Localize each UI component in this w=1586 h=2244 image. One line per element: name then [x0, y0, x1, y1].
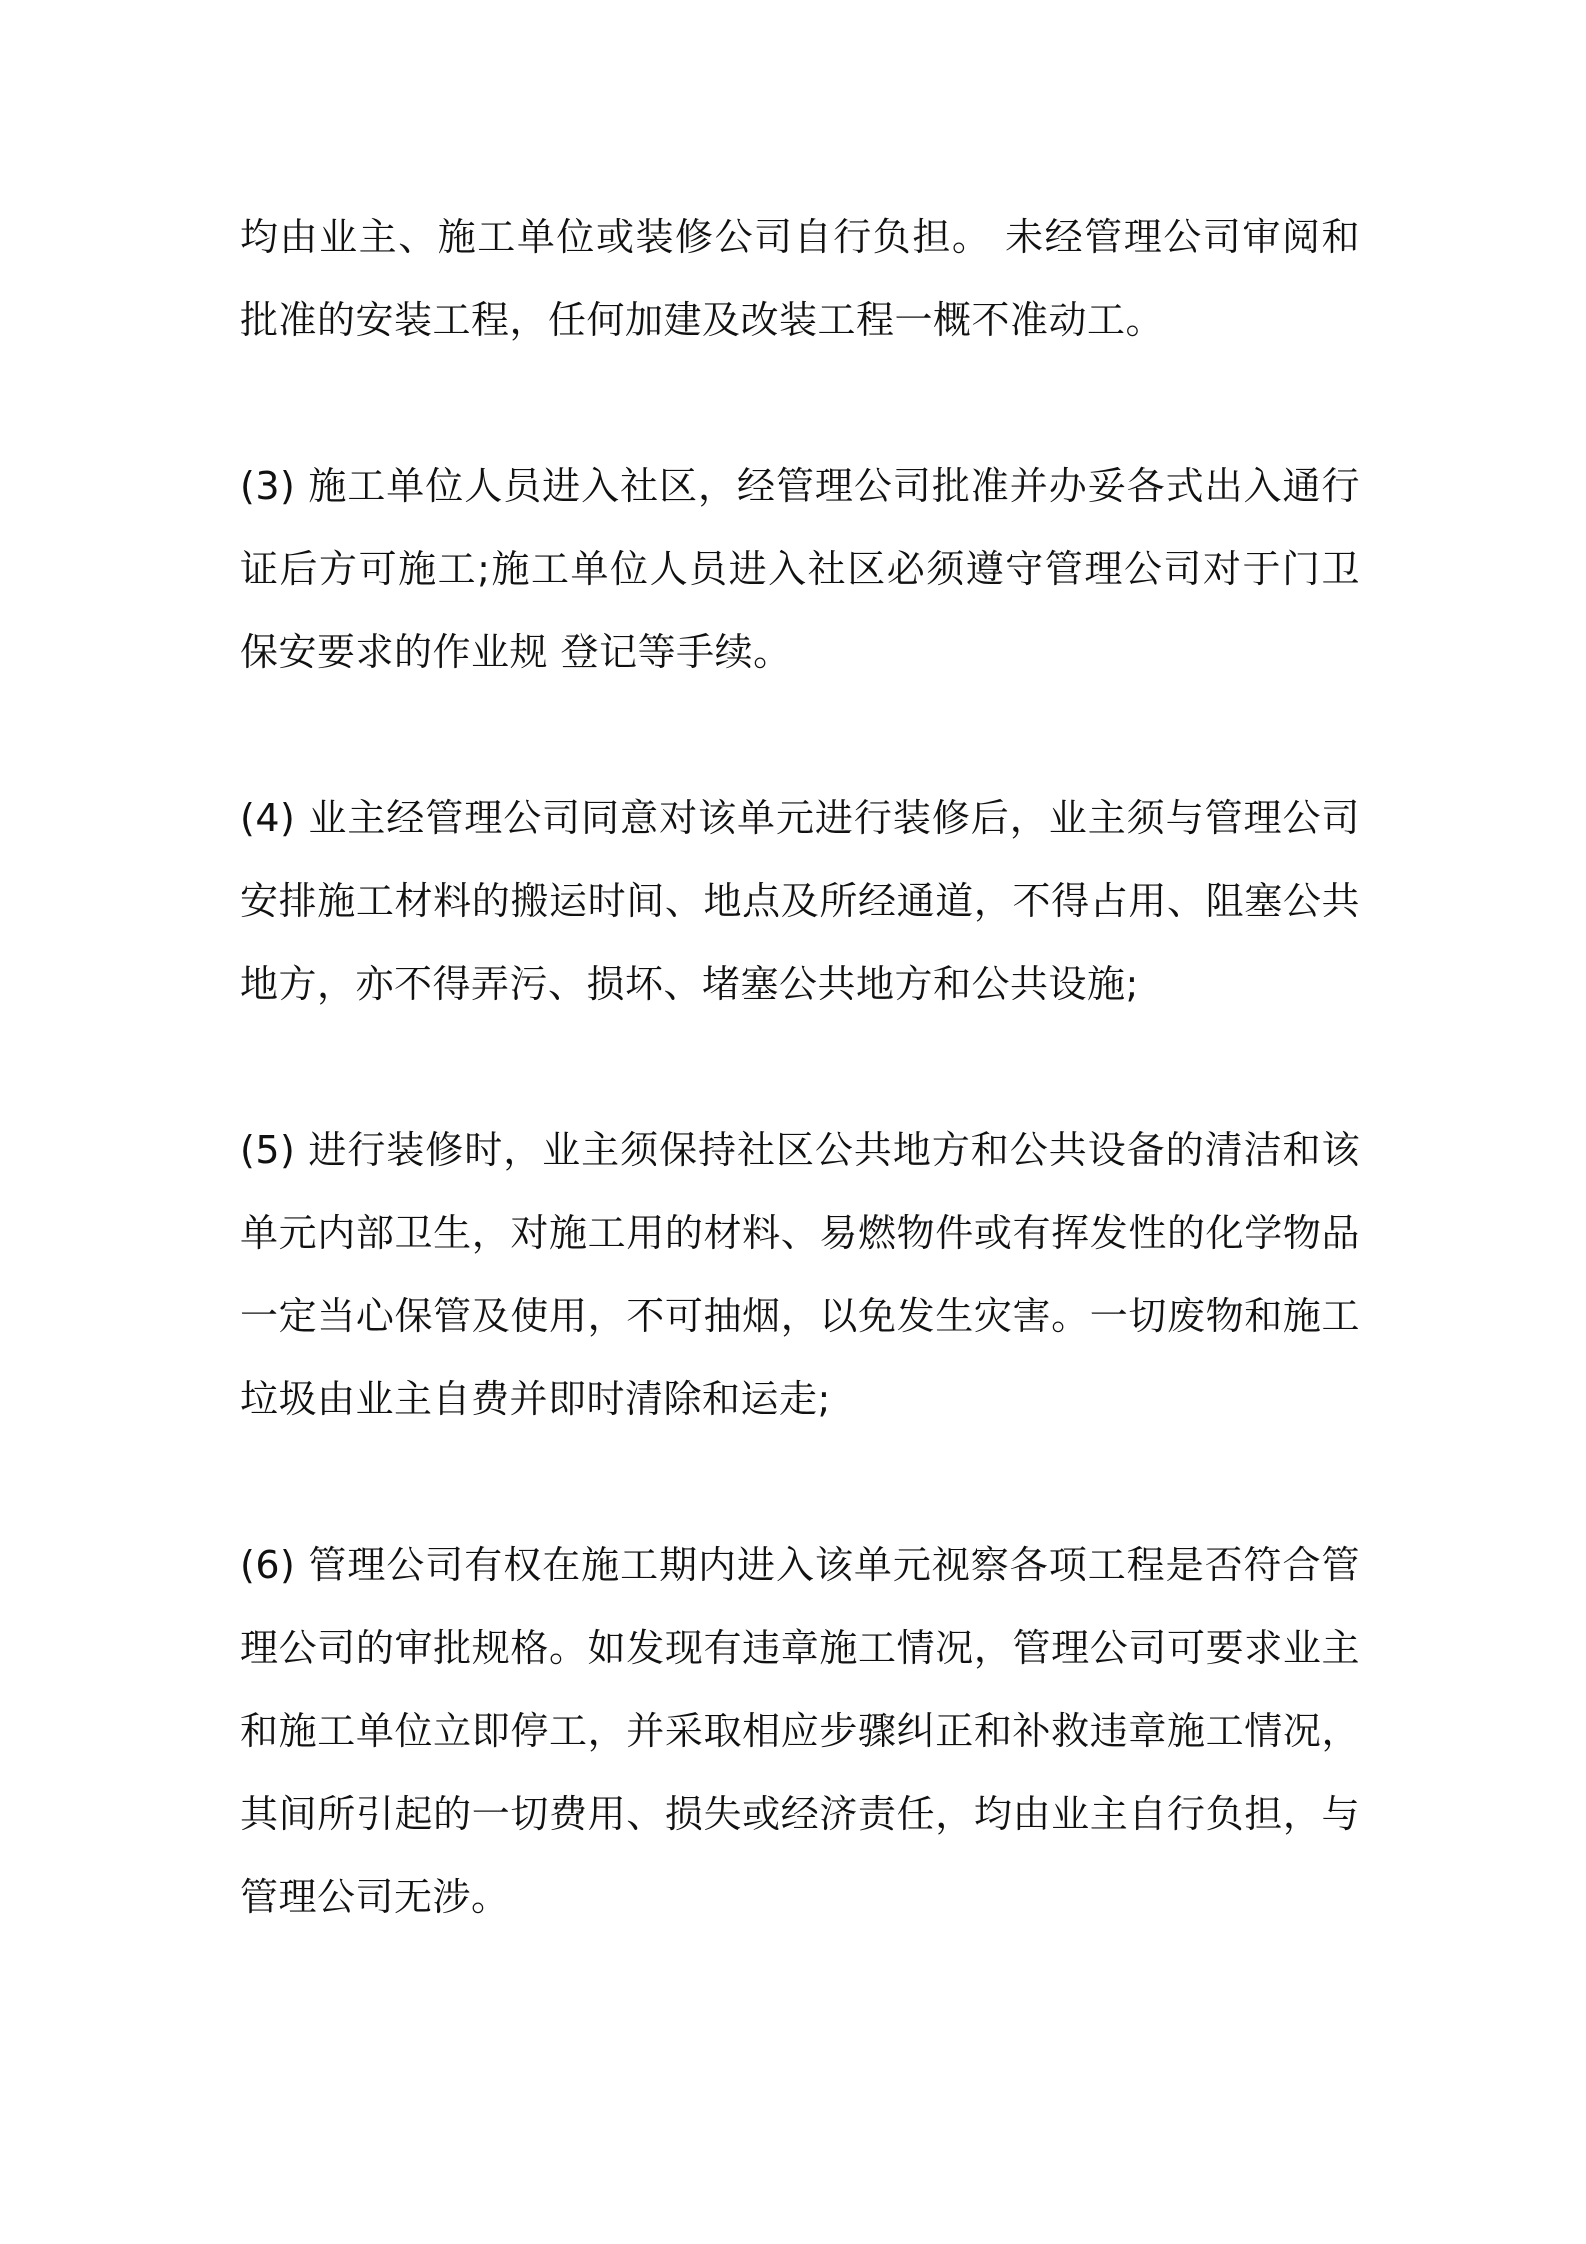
paragraph-item-6: (6) 管理公司有权在施工期内进入该单元视察各项工程是否符合管理公司的审批规格。如发现有违章施工情况，管理公司可要求业主和施工单位立即停工，并采取相应步骤纠正和补救违章施工情况，其间所引起的一切费用、损失或经济责任，均由业主自行负担，与管理公司无涉。	[240, 1543, 1360, 1919]
paragraph-item-4: (4) 业主经管理公司同意对该单元进行装修后，业主须与管理公司安排施工材料的搬运时间、地点及所经通道，不得占用、阻塞公共地方，亦不得弄污、损坏、堵塞公共地方和公共设施;	[240, 796, 1360, 1006]
document-body	[240, 196, 1360, 1939]
paragraph-continuation: 均由业主、施工单位或装修公司自行负担。 未经管理公司审阅和批准的安装工程，任何加建及改装工程一概不准动工。	[240, 215, 1360, 342]
paragraph-item-5: (5) 进行装修时，业主须保持社区公共地方和公共设备的清洁和该单元内部卫生，对施工用的材料、易燃物件或有挥发性的化学物品一定当心保管及使用，不可抽烟，以免发生灾害。一切废物和施工垃圾由业主自费并即时清除和运走;	[240, 1128, 1360, 1421]
paragraph-item-3: (3) 施工单位人员进入社区，经管理公司批准并办妥各式出入通行证后方可施工;施工单位人员进入社区必须遵守管理公司对于门卫保安要求的作业规 登记等手续。	[240, 464, 1360, 674]
